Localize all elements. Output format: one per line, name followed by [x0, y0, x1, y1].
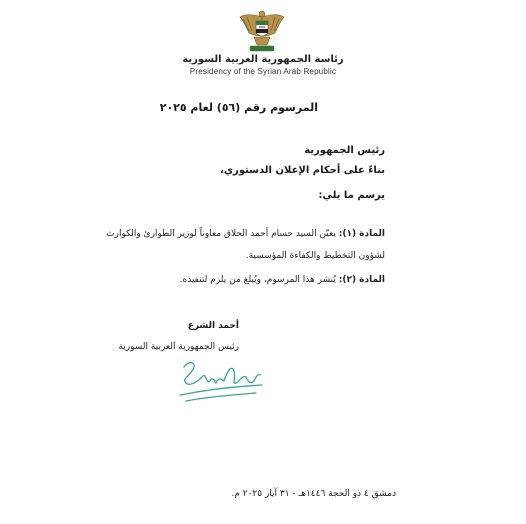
decree-title: المرسوم رقم (٥٦) لعام ٢٠٢٥ [159, 101, 318, 114]
article-1-text: يعيّن السيد حسام أحمد الحلاق معاوناً لوزير الطوارئ والكوارث [106, 229, 339, 239]
president-title: رئيس الجمهورية [304, 145, 385, 156]
article-1-continued: لشؤون التخطيط والكفاءة المؤسسية. [245, 251, 385, 261]
header-english-title: Presidency of the Syrian Arab Republic [189, 67, 337, 76]
handwritten-signature [176, 355, 266, 407]
article-1 [106, 229, 385, 239]
signatory-title: رئيس الجمهورية العربية السورية [118, 342, 239, 352]
syrian-eagle-emblem-icon [237, 9, 287, 53]
signatory-name: أحمد الشرع [187, 321, 239, 331]
article-1-label: المادة (١): [338, 229, 385, 239]
date-and-place: دمشق ٤ ذو الحجة ١٤٤٦هـ - ٣١ آيار ٢٠٢٥ م. [231, 489, 396, 499]
header-arabic-title: رئاسة الجمهورية العربية السورية [182, 54, 344, 65]
constitutional-basis: بناءً على أحكام الإعلان الدستوري، [220, 165, 385, 176]
article-2-text: يُنشر هذا المرسوم، ويُبلغ من يلزم لتنفيذه. [179, 275, 339, 285]
article-2 [180, 275, 385, 285]
article-2-label: المادة (٢): [338, 275, 385, 285]
decrees-line: يرسم ما يلي: [318, 190, 385, 201]
